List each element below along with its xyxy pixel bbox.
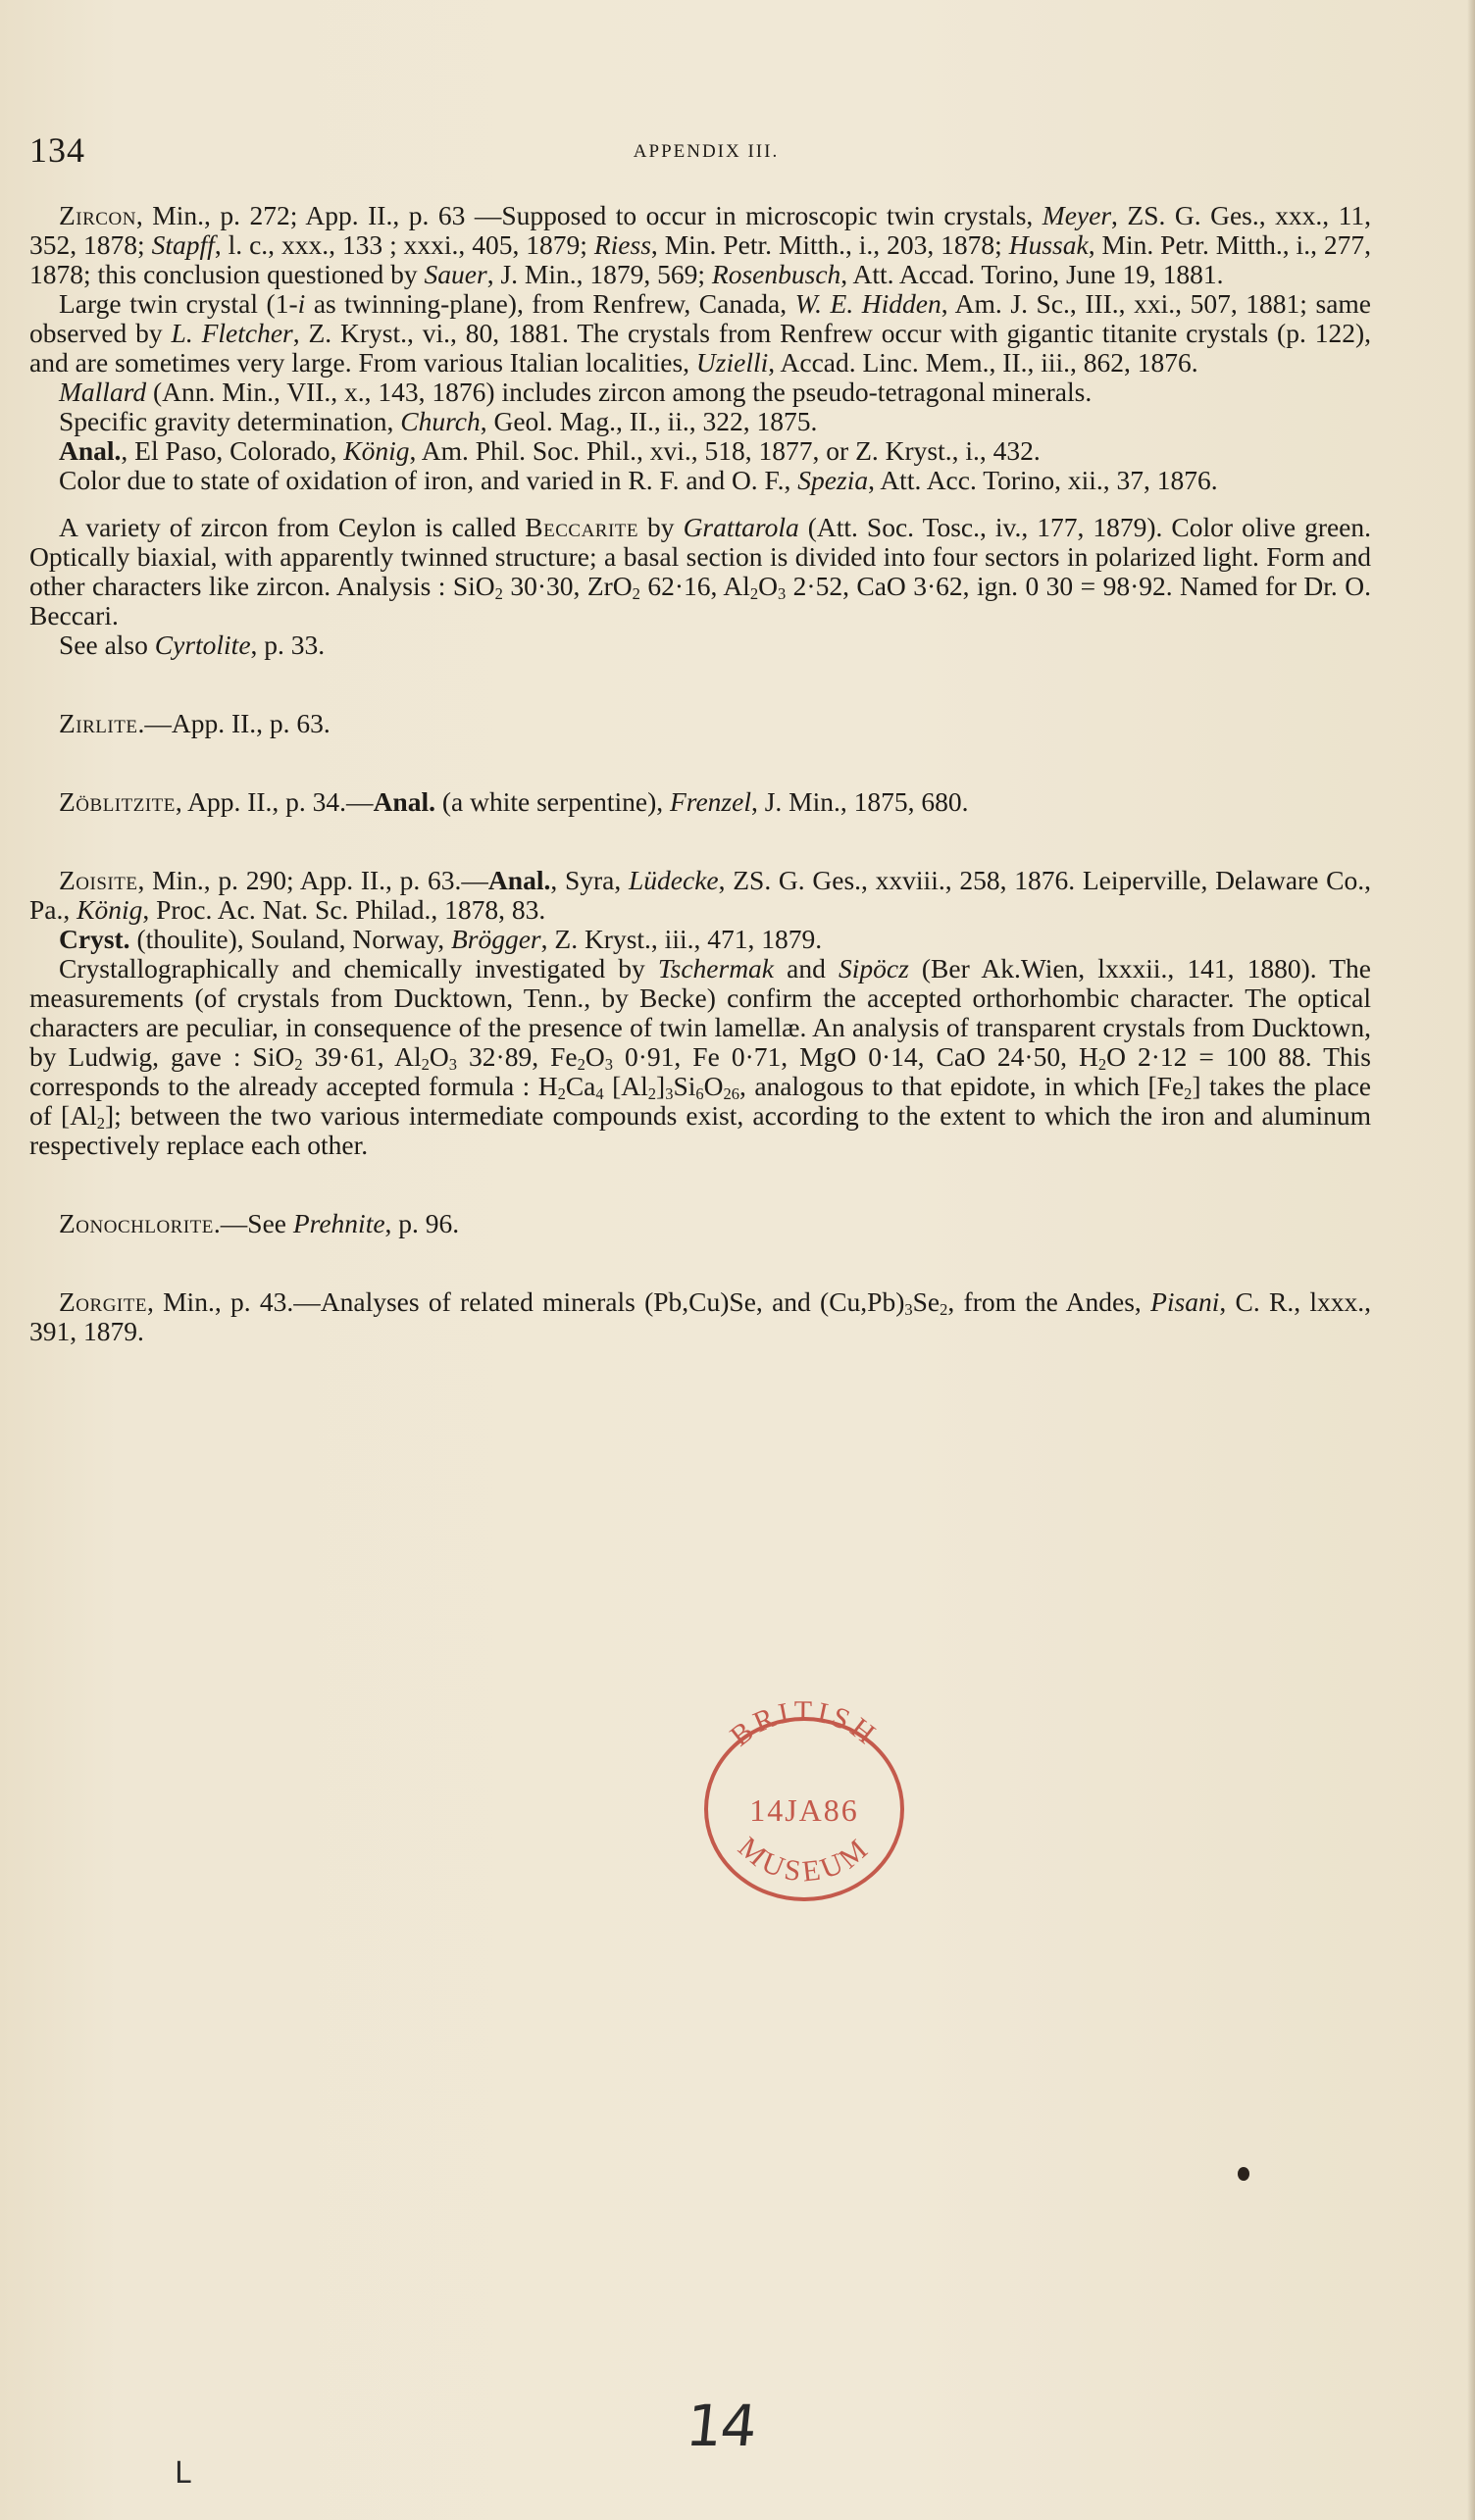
text-run: A variety of zircon from Ceylon is called (59, 512, 526, 542)
text-run: .—App. II., p. 63. (137, 708, 331, 738)
subscript: 2 (96, 1114, 105, 1133)
text-run: 32·89, Fe (457, 1041, 578, 1072)
appendix-body (29, 201, 1371, 1346)
text-run: , Min. Petr. Mitth., i., 203, 1878; (650, 229, 1009, 260)
text-run: , El Paso, Colorado, (121, 435, 344, 466)
text-run: (thoulite), Souland, Norway, (129, 924, 451, 954)
subscript: 2 (1097, 1055, 1107, 1074)
text-run: and (774, 953, 839, 983)
text-run: , Att. Acc. Torino, xii., 37, 1876. (868, 465, 1218, 495)
text-run: (Ber Ak.Wien, lxxxii., 141, 1880). The measurements (of crystals from Ducktown, Tenn., by Becke) confirm the accepted orthorhombic character. The optical characters are peculiar, in consequence of the presence of twin lamellæ. An analysis of transparent crystals from Ducktown, by Ludwig, gave : SiO (29, 953, 1371, 1072)
entry-zircon (29, 201, 1371, 660)
entry-term: Zirlite (59, 708, 138, 738)
entry-zoblitzite (29, 787, 1371, 817)
corner-pencil-mark: L (175, 2456, 191, 2491)
subscript: 6 (695, 1084, 704, 1103)
text-run: , Min., p. 272; App. II., p. 63 —Supposed to occur in microscopic twin crystals, (135, 200, 1043, 230)
text-run: , J. Min., 1879, 569; (486, 259, 712, 289)
entry-term: Zonochlorite (59, 1208, 214, 1238)
zircon-paragraph-see-also (29, 630, 1371, 660)
text-run: , p. 33. (250, 630, 326, 660)
text-run: (a white serpentine), (434, 786, 670, 817)
cross-reference: Prehnite (292, 1208, 385, 1238)
entry-term: Zorgite (59, 1286, 147, 1317)
author-name: Lüdecke (628, 865, 719, 895)
zircon-paragraph-beccarite (29, 513, 1371, 630)
author-name: Sauer (424, 259, 487, 289)
entry-term: Zoisite (59, 865, 138, 895)
author-name: Brögger (450, 924, 541, 954)
text-run: , Syra, (550, 865, 629, 895)
text-run: , Geol. Mag., II., ii., 322, 1875. (480, 406, 818, 436)
zoblitzite-paragraph (29, 787, 1371, 817)
subscript: 2 (577, 1055, 585, 1074)
text-run: 0·91, Fe 0·71, MgO 0·14, CaO 24·50, H (612, 1041, 1098, 1072)
text-run: , ZS. G. Ges., xxx., 11, 352, 1878; (29, 200, 1371, 260)
bold-label: Anal. (59, 435, 122, 466)
author-name: W. E. Hidden (794, 288, 941, 319)
author-name: Frenzel (670, 786, 751, 817)
text-run: Crystallographically and chemically investigated by (59, 953, 658, 983)
text-run: , Att. Accad. Torino, June 19, 1881. (840, 259, 1224, 289)
bold-label: Anal. (487, 865, 551, 895)
text-run: , Am. Phil. Soc. Phil., xvi., 518, 1877, or Z. Kryst., i., 432. (409, 435, 1041, 466)
entry-zoisite (29, 866, 1371, 1160)
text-run: , Min., p. 290; App. II., p. 63.— (137, 865, 488, 895)
text-run: O (758, 571, 778, 601)
zoisite-paragraph-cryst (29, 925, 1371, 954)
handwritten-folio-number: 14 (683, 2393, 759, 2459)
text-run: , from the Andes, (947, 1286, 1151, 1317)
subscript: 2 (632, 584, 640, 603)
subscript: 2 (749, 584, 759, 603)
stamp-graphic (687, 1701, 922, 1907)
subscript: 4 (595, 1084, 604, 1103)
text-run: , C. R., lxxx., 391, 1879. (29, 1286, 1372, 1346)
text-run: O (703, 1071, 724, 1101)
author-name: Meyer (1042, 200, 1112, 230)
text-run: ]; between the two various intermediate compounds exist, according to the extent to which the iron and aluminum respectively replace each other. (29, 1100, 1371, 1160)
subscript: 2 (494, 584, 503, 603)
entry-term: Zöblitzite (59, 786, 176, 817)
spacer (29, 738, 1371, 787)
page-header (29, 129, 1383, 173)
text-run: , Accad. Linc. Mem., II., iii., 862, 1876. (768, 347, 1198, 378)
entry-zirlite (29, 709, 1371, 738)
ink-dot (1238, 2167, 1249, 2181)
author-name: König (76, 894, 143, 925)
subscript: 26 (723, 1084, 739, 1103)
text-run: , analogous to that epidote, in which [Fe (739, 1071, 1185, 1101)
subscript: 2 (421, 1055, 430, 1074)
author-name: L. Fletcher (171, 318, 293, 348)
text-run: 39·61, Al (302, 1041, 422, 1072)
text-run: Si (673, 1071, 696, 1101)
text-run: Color due to state of oxidation of iron, and varied in R. F. and O. F., (59, 465, 798, 495)
spacer (29, 1238, 1371, 1287)
text-run: Se (912, 1286, 941, 1317)
zircon-paragraph-mallard (29, 378, 1371, 407)
subscript: 2 (1184, 1084, 1193, 1103)
text-run: O (585, 1041, 605, 1072)
spacer (29, 1160, 1371, 1209)
stamp-bottom-text: MUSEUM (732, 1831, 877, 1889)
text-run: , App. II., p. 34.— (175, 786, 374, 817)
text-run: 2·52, CaO 3·62, ign. 0 30 = 98·92. Named for Dr. O. Beccari. (29, 571, 1371, 630)
author-name: Rosenbusch (711, 259, 841, 289)
entry-zonochlorite (29, 1209, 1371, 1238)
variety-term: Beccarite (525, 512, 639, 542)
zircon-paragraph-gravity (29, 407, 1371, 436)
entry-term: Zircon (59, 200, 136, 230)
stamp-top-text: BRITISH (724, 1701, 885, 1753)
bold-label: Anal. (373, 786, 435, 817)
text-run: 62·16, Al (639, 571, 750, 601)
text-run: , Min., p. 43.—Analyses of related minerals (Pb,Cu (146, 1286, 721, 1317)
author-name: Grattarola (683, 512, 799, 542)
author-name: König (343, 435, 410, 466)
text-run: O (429, 1041, 449, 1072)
spacer (29, 495, 1371, 513)
zirlite-paragraph (29, 709, 1371, 738)
text-run: Specific gravity determination, (59, 406, 401, 436)
text-run: .—See (213, 1208, 293, 1238)
author-name: Church (400, 406, 481, 436)
subscript: 3 (604, 1055, 613, 1074)
author-name: Tschermak (657, 953, 775, 983)
cross-reference: Cyrtolite (154, 630, 251, 660)
zonochlorite-paragraph (29, 1209, 1371, 1238)
text-run: , Am. J. Sc., III., xxi., 507, 1881; same observed by (29, 288, 1372, 348)
text-run: , Min. Petr. Mitth., i., 277, 1878; this conclusion questioned by (29, 229, 1372, 289)
text-run: , ZS. G. Ges., xxviii., 258, 1876. Leiperville, Delaware Co., Pa., (29, 865, 1371, 925)
text-run: , Z. Kryst., vi., 80, 1881. The crystals from Renfrew occur with gigantic titanite crystals (p. 122), and are sometimes very large. From various Italian localities, (29, 318, 1371, 378)
text-run: , Z. Kryst., iii., 471, 1879. (540, 924, 823, 954)
zircon-paragraph-twin (29, 289, 1371, 378)
british-museum-stamp (687, 1701, 922, 1907)
zircon-paragraph-1 (29, 201, 1371, 289)
subscript: 2 (294, 1055, 303, 1074)
author-name: Stapff (151, 229, 215, 260)
subscript: 3 (448, 1055, 458, 1074)
spacer (29, 660, 1371, 709)
spacer (29, 817, 1371, 866)
author-name: Uzielli (695, 347, 769, 378)
zircon-paragraph-color (29, 466, 1371, 495)
text-run: See also (59, 630, 155, 660)
text-run: ] (656, 1071, 666, 1101)
entry-zorgite (29, 1287, 1371, 1346)
text-run: as twinning-plane), from Renfrew, Canada, (305, 288, 795, 319)
author-name: Sipöcz (838, 953, 909, 983)
text-run: by (638, 512, 684, 542)
text-run: (Att. Soc. Tosc., iv., 177, 1879). Color olive green. Optically biaxial, with apparently twinned structure; a basal section is divided into four sectors in polarized light. Form and other characters like zircon. Analysis : SiO (29, 512, 1372, 601)
zoisite-paragraph-chemistry (29, 954, 1371, 1160)
page-number: 134 (29, 130, 85, 170)
subscript: 2 (647, 1084, 657, 1103)
text-run: , l. c., xxx., 133 ; xxxi., 405, 1879; (214, 229, 594, 260)
zircon-paragraph-analysis (29, 436, 1371, 466)
subscript: 3 (904, 1300, 913, 1319)
zorgite-paragraph (29, 1287, 1371, 1346)
page-edge-shadow (1467, 0, 1475, 2520)
text-run: , Proc. Ac. Nat. Sc. Philad., 1878, 83. (142, 894, 546, 925)
author-name: Riess (593, 229, 651, 260)
text-run: Ca (565, 1071, 596, 1101)
author-name: Hussak (1008, 229, 1089, 260)
subscript: 2 (557, 1084, 566, 1103)
author-name: Mallard (59, 377, 147, 407)
text-run: , J. Min., 1875, 680. (750, 786, 969, 817)
text-run: )Se, and (Cu,Pb) (720, 1286, 905, 1317)
author-name: Spezia (797, 465, 869, 495)
text-run: 30·30, ZrO (502, 571, 633, 601)
subscript: 2 (940, 1300, 948, 1319)
symbol: i (297, 288, 306, 319)
text-run: Large twin crystal (1- (59, 288, 298, 319)
text-run: ] takes the place of [Al (29, 1071, 1372, 1131)
zoisite-paragraph-1 (29, 866, 1371, 925)
author-name: Pisani (1150, 1286, 1220, 1317)
subscript: 3 (777, 584, 787, 603)
stamp-date: 14JA86 (749, 1792, 859, 1828)
text-run: [Al (603, 1071, 648, 1101)
running-head: APPENDIX III. (633, 141, 780, 162)
text-run: , p. 96. (384, 1208, 460, 1238)
subscript: 3 (665, 1084, 674, 1103)
text-run: O 2·12 = 100 88. This corresponds to the already accepted formula : H (29, 1041, 1371, 1101)
text-run: (Ann. Min., VII., x., 143, 1876) includes zircon among the pseudo-tetragonal minerals. (146, 377, 1093, 407)
bold-label: Cryst. (59, 924, 130, 954)
